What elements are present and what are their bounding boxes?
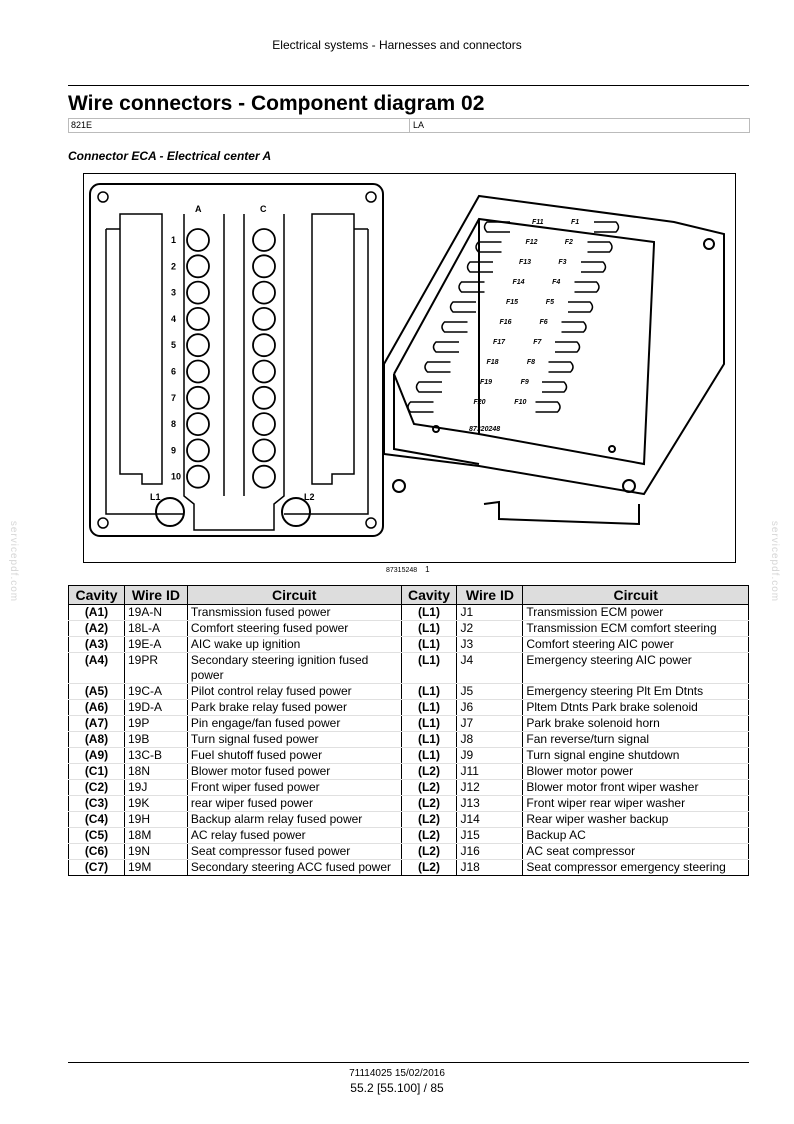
header-cell: Cavity (69, 586, 125, 605)
table-row (69, 621, 749, 637)
column-a-label: A (195, 204, 202, 214)
row-number: 7 (171, 392, 177, 403)
fuse-label: F13 (519, 259, 532, 266)
fuse-label: F6 (539, 319, 548, 326)
table-row (69, 812, 749, 828)
wire-id-cell: 19C-A (124, 684, 187, 700)
pin-cavity (253, 439, 275, 461)
wire-id-cell: J4 (457, 653, 523, 684)
wire-id-cell: 19PR (124, 653, 187, 684)
wire-id-cell: 19K (124, 796, 187, 812)
row-number: 8 (171, 419, 177, 430)
cavity-cell: (L2) (401, 764, 457, 780)
row-number: 10 (171, 471, 182, 482)
cavity-cell: (L1) (401, 653, 457, 684)
pin-cavity (253, 361, 275, 383)
pin-cavity (253, 229, 275, 251)
circuit-cell: Blower motor front wiper washer (523, 780, 749, 796)
fuse-slot (555, 342, 580, 352)
wire-id-cell: 19A-N (124, 605, 187, 621)
pin-cavity (187, 439, 209, 461)
cavity-cell: (L1) (401, 748, 457, 764)
fuse-slot (425, 362, 451, 372)
pin-cavity (187, 413, 209, 435)
table-row (69, 732, 749, 748)
circuit-cell: Rear wiper washer backup (523, 812, 749, 828)
fuse-slot (459, 282, 485, 292)
wire-id-cell: 19E-A (124, 637, 187, 653)
fuse-slot (594, 222, 619, 232)
pin-cavity (253, 308, 275, 330)
row-number: 1 (171, 235, 177, 245)
circuit-cell: Turn signal engine shutdown (523, 748, 749, 764)
cavity-cell: (C4) (69, 812, 125, 828)
row-number: 3 (171, 287, 177, 298)
figure-id: 87315248 (386, 567, 418, 574)
row-number: 9 (171, 445, 177, 456)
circuit-cell: Fan reverse/turn signal (523, 732, 749, 748)
model-bar (68, 118, 750, 133)
cavity-cell: (L2) (401, 844, 457, 860)
circuit-cell: Seat compressor emergency steering (523, 860, 749, 876)
fuse-slot (442, 322, 468, 332)
circuit-cell: Pin engage/fan fused power (187, 716, 401, 732)
fuse-slot (434, 342, 460, 352)
circuit-cell: Front wiper rear wiper washer (523, 796, 749, 812)
table-row (69, 780, 749, 796)
wire-id-cell: J3 (457, 637, 523, 653)
wire-id-cell: J6 (457, 700, 523, 716)
table-row (69, 860, 749, 876)
table-row (69, 637, 749, 653)
circuit-cell: Backup AC (523, 828, 749, 844)
table-row (69, 653, 749, 684)
model-bar-divider (409, 119, 410, 132)
fuse-slot (562, 322, 587, 332)
cavity-cell: (L2) (401, 780, 457, 796)
fuse-box-right (384, 196, 724, 524)
fuse-label: F12 (525, 239, 538, 246)
figure-number: 1 (425, 565, 430, 574)
fuse-label: F9 (520, 379, 529, 386)
circuit-cell: Seat compressor fused power (187, 844, 401, 860)
circuit-cell: AC relay fused power (187, 828, 401, 844)
pin-cavity (187, 308, 209, 330)
cavity-cell: (A6) (69, 700, 125, 716)
model-code: 821E (71, 120, 93, 130)
circuit-cell: Turn signal fused power (187, 732, 401, 748)
fuse-label: F19 (480, 379, 493, 386)
pin-cavity (187, 361, 209, 383)
pin-cavity (253, 334, 275, 356)
circuit-cell: Pltem Dtnts Park brake solenoid (523, 700, 749, 716)
fuse-slot (468, 262, 494, 272)
cavity-cell: (C5) (69, 828, 125, 844)
header-cell: Circuit (187, 586, 401, 605)
circuit-cell: AC seat compressor (523, 844, 749, 860)
fuse-slot (542, 382, 567, 392)
watermark-right: servicepdf.com (769, 520, 781, 603)
l1-label: L1 (150, 492, 161, 502)
wire-id-cell: J7 (457, 716, 523, 732)
pin-cavity (187, 255, 209, 277)
fuse-label: F10 (514, 399, 527, 406)
wire-id-cell: J14 (457, 812, 523, 828)
fuse-slot (408, 402, 434, 412)
table-row (69, 764, 749, 780)
wire-id-cell: 18N (124, 764, 187, 780)
wire-id-cell: 19H (124, 812, 187, 828)
wire-id-cell: J12 (457, 780, 523, 796)
fuse-label: F16 (499, 319, 512, 326)
cavity-cell: (C3) (69, 796, 125, 812)
pin-cavity (253, 466, 275, 488)
circuit-cell: rear wiper fused power (187, 796, 401, 812)
fuse-slot (451, 302, 477, 312)
cavity-cell: (L1) (401, 621, 457, 637)
fuse-label: F11 (532, 219, 544, 226)
circuit-cell: Park brake relay fused power (187, 700, 401, 716)
fuse-label: F17 (493, 339, 506, 346)
cavity-cell: (A9) (69, 748, 125, 764)
fuse-slot (549, 362, 574, 372)
row-number: 6 (171, 366, 177, 377)
circuit-cell: Transmission ECM comfort steering (523, 621, 749, 637)
fuse-label: F14 (512, 279, 525, 286)
fuse-label: F3 (558, 259, 567, 266)
table-row (69, 716, 749, 732)
pin-cavity (187, 387, 209, 409)
wire-id-cell: 19P (124, 716, 187, 732)
header-rule (68, 85, 749, 86)
pin-cavity (187, 334, 209, 356)
fuse-label: F4 (552, 279, 561, 286)
circuit-cell: Comfort steering fused power (187, 621, 401, 637)
cavity-cell: (A1) (69, 605, 125, 621)
fuse-slot (581, 262, 606, 272)
wire-id-cell: J15 (457, 828, 523, 844)
connector-pinout-table (68, 585, 749, 876)
wire-id-cell: 19J (124, 780, 187, 796)
table-row (69, 796, 749, 812)
table-row (69, 684, 749, 700)
cavity-cell: (L2) (401, 812, 457, 828)
circuit-cell: Fuel shutoff fused power (187, 748, 401, 764)
header-cell: Circuit (523, 586, 749, 605)
cavity-cell: (L1) (401, 637, 457, 653)
circuit-cell: AIC wake up ignition (187, 637, 401, 653)
cavity-cell: (C1) (69, 764, 125, 780)
cavity-cell: (A3) (69, 637, 125, 653)
table-row (69, 700, 749, 716)
circuit-cell: Park brake solenoid horn (523, 716, 749, 732)
cavity-cell: (C6) (69, 844, 125, 860)
pin-cavity (253, 413, 275, 435)
l2-label: L2 (304, 492, 315, 502)
fuse-label: F5 (545, 299, 554, 306)
row-number: 2 (171, 261, 177, 272)
header-cell: Cavity (401, 586, 457, 605)
wire-id-cell: 19D-A (124, 700, 187, 716)
wire-id-cell: 19B (124, 732, 187, 748)
cavity-cell: (C2) (69, 780, 125, 796)
wire-id-cell: 19M (124, 860, 187, 876)
pin-cavity (253, 255, 275, 277)
wire-id-cell: J18 (457, 860, 523, 876)
cavity-cell: (A5) (69, 684, 125, 700)
fuse-label: F20 (473, 399, 486, 406)
pin-cavity (253, 282, 275, 304)
wire-id-cell: J1 (457, 605, 523, 621)
fuse-label: F18 (486, 359, 499, 366)
table-header-row (69, 586, 749, 605)
fuse-labels (474, 219, 580, 406)
circuit-cell: Front wiper fused power (187, 780, 401, 796)
cavity-cell: (L2) (401, 796, 457, 812)
page-title: Wire connectors - Component diagram 02 (68, 92, 485, 115)
wire-id-cell: J5 (457, 684, 523, 700)
pin-column-c (253, 229, 275, 488)
table-row (69, 605, 749, 621)
circuit-cell: Transmission ECM power (523, 605, 749, 621)
circuit-cell: Blower motor power (523, 764, 749, 780)
header-cell: Wire ID (457, 586, 523, 605)
figure-caption (386, 565, 430, 574)
wire-id-cell: 18M (124, 828, 187, 844)
fuse-box-part-number: 87320248 (469, 426, 501, 433)
circuit-cell: Secondary steering ACC fused power (187, 860, 401, 876)
watermark-left: servicepdf.com (8, 520, 20, 603)
table-row (69, 748, 749, 764)
cavity-cell: (L1) (401, 700, 457, 716)
header-cell: Wire ID (124, 586, 187, 605)
pin-cavity (187, 229, 209, 251)
column-c-label: C (260, 204, 267, 214)
fuse-label: F15 (506, 299, 519, 306)
circuit-cell: Comfort steering AIC power (523, 637, 749, 653)
cavity-cell: (A4) (69, 653, 125, 684)
wire-id-cell: J16 (457, 844, 523, 860)
cavity-cell: (A7) (69, 716, 125, 732)
wire-id-cell: J11 (457, 764, 523, 780)
fuse-slot (568, 302, 593, 312)
circuit-cell: Transmission fused power (187, 605, 401, 621)
fuse-slot (417, 382, 443, 392)
table-row (69, 828, 749, 844)
fuse-label: F2 (564, 239, 573, 246)
cavity-cell: (A8) (69, 732, 125, 748)
circuit-cell: Emergency steering AIC power (523, 653, 749, 684)
table-body (69, 605, 749, 876)
circuit-cell: Backup alarm relay fused power (187, 812, 401, 828)
wire-id-cell: J2 (457, 621, 523, 637)
connector-diagram (84, 174, 735, 562)
table-row (69, 844, 749, 860)
fuse-label: F8 (526, 359, 536, 366)
pin-cavity (253, 387, 275, 409)
cavity-cell: (L1) (401, 605, 457, 621)
cavity-cell: (L2) (401, 860, 457, 876)
running-header: Electrical systems - Harnesses and connectors (272, 38, 522, 52)
fuse-label: F1 (571, 219, 580, 226)
circuit-cell: Blower motor fused power (187, 764, 401, 780)
cavity-cell: (C7) (69, 860, 125, 876)
circuit-cell: Emergency steering Plt Em Dtnts (523, 684, 749, 700)
wire-id-cell: J9 (457, 748, 523, 764)
cavity-cell: (L1) (401, 732, 457, 748)
footer-rule (68, 1062, 749, 1063)
row-number: 4 (171, 313, 177, 324)
wire-id-cell: J8 (457, 732, 523, 748)
connector-figure (83, 173, 736, 563)
wire-id-cell: J13 (457, 796, 523, 812)
pin-cavity (187, 282, 209, 304)
fuse-slot (588, 242, 613, 252)
circuit-cell: Secondary steering ignition fused power (187, 653, 401, 684)
circuit-cell: Pilot control relay fused power (187, 684, 401, 700)
fuse-slots-left (408, 222, 510, 412)
row-number: 5 (171, 340, 177, 351)
fuse-slots-right (536, 222, 619, 412)
region-code: LA (413, 120, 425, 130)
cavity-cell: (L1) (401, 684, 457, 700)
fuse-label: F7 (533, 339, 542, 346)
fuse-slot (536, 402, 561, 412)
cavity-cell: (L1) (401, 716, 457, 732)
footer-doc-id: 71114025 15/02/2016 (349, 1068, 445, 1079)
pin-column-a (187, 229, 209, 488)
cavity-cell: (L2) (401, 828, 457, 844)
wire-id-cell: 19N (124, 844, 187, 860)
cavity-cell: (A2) (69, 621, 125, 637)
wire-id-cell: 18L-A (124, 621, 187, 637)
section-title: Connector ECA - Electrical center A (68, 149, 272, 163)
pin-cavity (187, 466, 209, 488)
fuse-slot (575, 282, 600, 292)
connector-face-left (90, 184, 383, 536)
footer-page-ref: 55.2 [55.100] / 85 (350, 1081, 444, 1095)
row-numbers (171, 235, 181, 482)
wire-id-cell: 13C-B (124, 748, 187, 764)
